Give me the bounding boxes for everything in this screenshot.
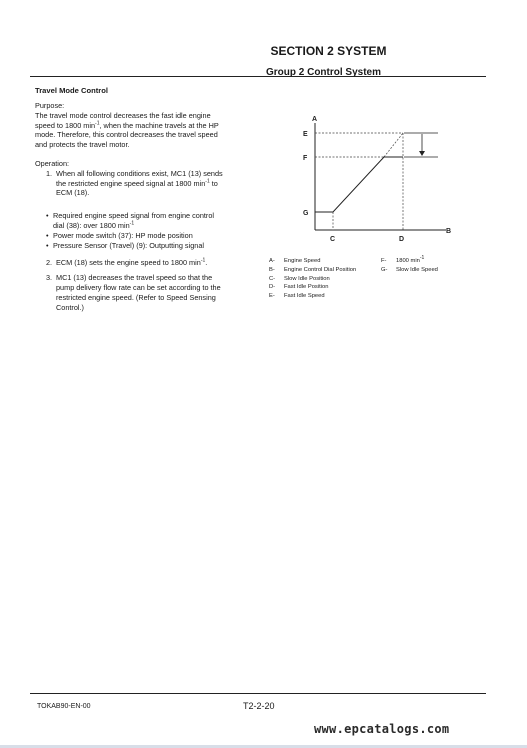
footer-rule	[30, 693, 486, 694]
operation-step-1: 1. When all following conditions exist, MC1 (13) sends the restricted engine speed signal at 1800 $\min^{-1}$ to ECM (18).	[46, 168, 223, 198]
section-title: SECTION 2 SYSTEM	[270, 44, 387, 58]
document-code: TOKAB90-EN-00	[37, 703, 91, 710]
purpose-line: The travel mode control decreases the fast idle engine	[35, 110, 211, 120]
legend-item-e: E- Fast Idle Speed	[269, 293, 325, 300]
condition-bullet: • Power mode switch (37): HP mode position	[46, 230, 193, 240]
operation-step-2: 2. ECM (18) sets the engine speed to 1800 $\min^{-1}$.	[46, 257, 208, 268]
operation-label: Operation:	[35, 158, 70, 168]
condition-bullet: • Pressure Sensor (Travel) (9): Outputting signal	[46, 240, 204, 250]
legend-item-d: D- Fast Idle Position	[269, 284, 329, 291]
legend-item-b: B- Engine Control Dial Position	[269, 266, 357, 273]
group-title: Group 2 Control System	[265, 67, 381, 78]
purpose-label: Purpose:	[35, 101, 65, 110]
operation-step-3: 3. MC1 (13) decreases the travel speed so that the pump delivery flow rate can be set according to the restricted engine speed. (Refer to Speed Sensing Control.)	[46, 273, 221, 312]
axis-label-a: A	[312, 116, 318, 123]
watermark-url: www.epcatalogs.com	[314, 722, 450, 736]
legend-item-g: G- Slow Idle Speed	[381, 266, 438, 273]
diagram-guides	[315, 133, 403, 230]
axis-label-c: C	[330, 236, 336, 243]
topic-title: Travel Mode Control	[35, 86, 108, 95]
legend-item-f: F- 1800 $\min^{-1}$	[381, 255, 425, 264]
down-arrow-icon	[419, 151, 425, 156]
legend-item-c: C- Slow Idle Position	[269, 275, 330, 282]
axis-label-b: B	[446, 228, 452, 235]
page-number: T2-2-20	[243, 701, 275, 711]
purpose-line: and protects the travel motor.	[35, 140, 130, 150]
condition-bullet: • Required engine speed signal from engine control dial (38): over 1800 $\min^{-1}$	[46, 211, 215, 230]
purpose-line: speed to 1800 $\min^{-1}$, when the machine travels at the HP	[35, 120, 219, 130]
axis-label-g: G	[303, 210, 309, 217]
axis-label-f: F	[303, 155, 308, 162]
axis-label-d: D	[399, 236, 405, 243]
legend-item-a: A- Engine Speed	[269, 258, 321, 264]
purpose-line: mode. Therefore, this control decreases the travel speed	[35, 130, 218, 140]
diagram-axes	[315, 123, 446, 230]
diagram-curve	[315, 157, 403, 212]
axis-label-e: E	[303, 131, 308, 138]
